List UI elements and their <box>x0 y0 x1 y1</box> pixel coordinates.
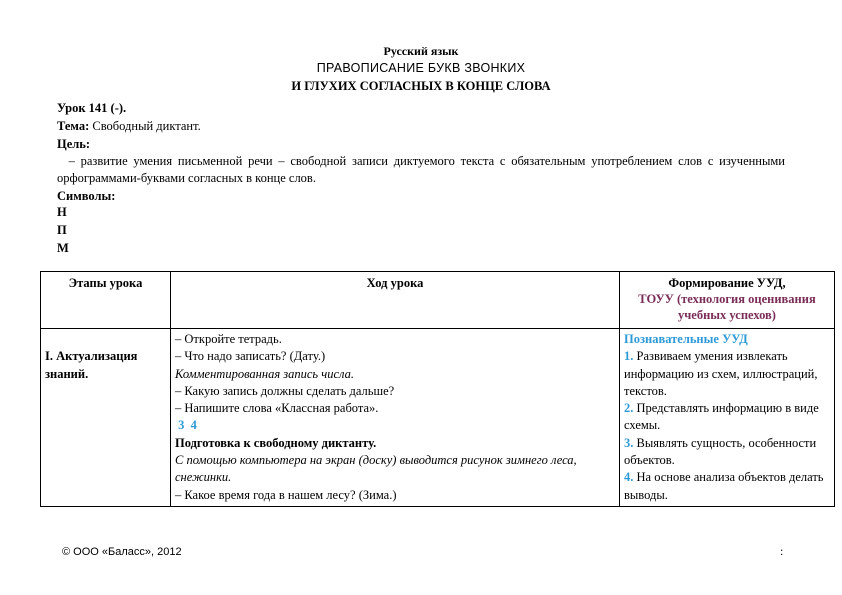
title-line-2: И ГЛУХИХ СОГЛАСНЫХ В КОНЦЕ СЛОВА <box>291 79 551 93</box>
uud-item-number: 1. <box>624 349 634 364</box>
uud-cell <box>620 329 835 507</box>
copyright-footer: © ООО «Баласс», 2012 <box>62 546 182 558</box>
symbol-m: М <box>57 241 69 255</box>
goal-text-content: – развитие умения письменной речи – свободной записи диктуемого текста с обязательным употреблением слов с изученными орфограммами-буквами согласных в конце слов. <box>57 154 785 185</box>
goal-text <box>57 153 785 187</box>
uud-item <box>624 469 830 504</box>
symbols-label: Символы: <box>57 189 116 203</box>
process-line: – Какое время года в нашем лесу? (Зима.) <box>175 487 397 502</box>
process-line: – Что надо записать? (Дату.) <box>175 349 326 364</box>
stage-cell: I. Актуализация знаний. <box>41 329 171 507</box>
process-line: – Какую запись должны сделать дальше? <box>175 383 395 398</box>
uud-item <box>624 435 830 470</box>
process-line: С помощью компьютера на экран (доску) выводится рисунок зимнего леса, снежинки. <box>175 453 577 485</box>
page-mark: : <box>780 544 784 558</box>
goal-label: Цель: <box>57 137 91 151</box>
uud-item-number: 4. <box>624 470 634 485</box>
uud-title: Познавательные УУД <box>624 332 748 346</box>
header-process: Ход урока <box>171 272 620 329</box>
uud-item-text: Представлять информацию в виде схемы. <box>624 401 819 433</box>
uud-item <box>624 400 830 435</box>
topic-label: Тема: <box>57 119 90 133</box>
process-line: – Откройте тетрадь. <box>175 332 282 346</box>
uud-item-text: На основе анализа объектов делать выводы. <box>624 470 824 502</box>
subject-heading: Русский язык <box>383 44 459 58</box>
uud-item-number: 3. <box>624 435 634 450</box>
header-uud-line1: Формирование УУД, <box>668 276 786 290</box>
topic-line <box>57 117 201 135</box>
process-cell <box>171 329 620 507</box>
lesson-number: Урок 141 (-). <box>57 101 127 115</box>
process-line: Комментированная запись числа. <box>175 366 354 381</box>
header-toou: ТОУУ (технология оценивания учебных успехов) <box>638 292 816 322</box>
topic-value: Свободный диктант. <box>89 119 201 133</box>
uud-item <box>624 348 830 400</box>
table-row <box>41 329 835 507</box>
slide-numbers: 3 4 <box>175 418 197 433</box>
uud-item-number: 2. <box>624 401 634 416</box>
process-line: – Напишите слова «Классная работа». <box>175 401 379 416</box>
header-uud <box>620 272 835 329</box>
title-line-1: ПРАВОПИСАНИЕ БУКВ ЗВОНКИХ <box>316 61 526 75</box>
symbol-p: П <box>57 223 67 237</box>
header-stages: Этапы урока <box>41 272 171 329</box>
process-subheading: Подготовка к свободному диктанту. <box>175 435 377 450</box>
lesson-table <box>40 271 835 507</box>
table-header-row <box>41 272 835 329</box>
symbol-n: Н <box>57 205 67 219</box>
uud-item-text: Развиваем умения извлекать информацию из схем, иллюстраций, текстов. <box>624 349 818 398</box>
uud-item-text: Выявлять сущность, особенности объектов. <box>624 435 817 468</box>
